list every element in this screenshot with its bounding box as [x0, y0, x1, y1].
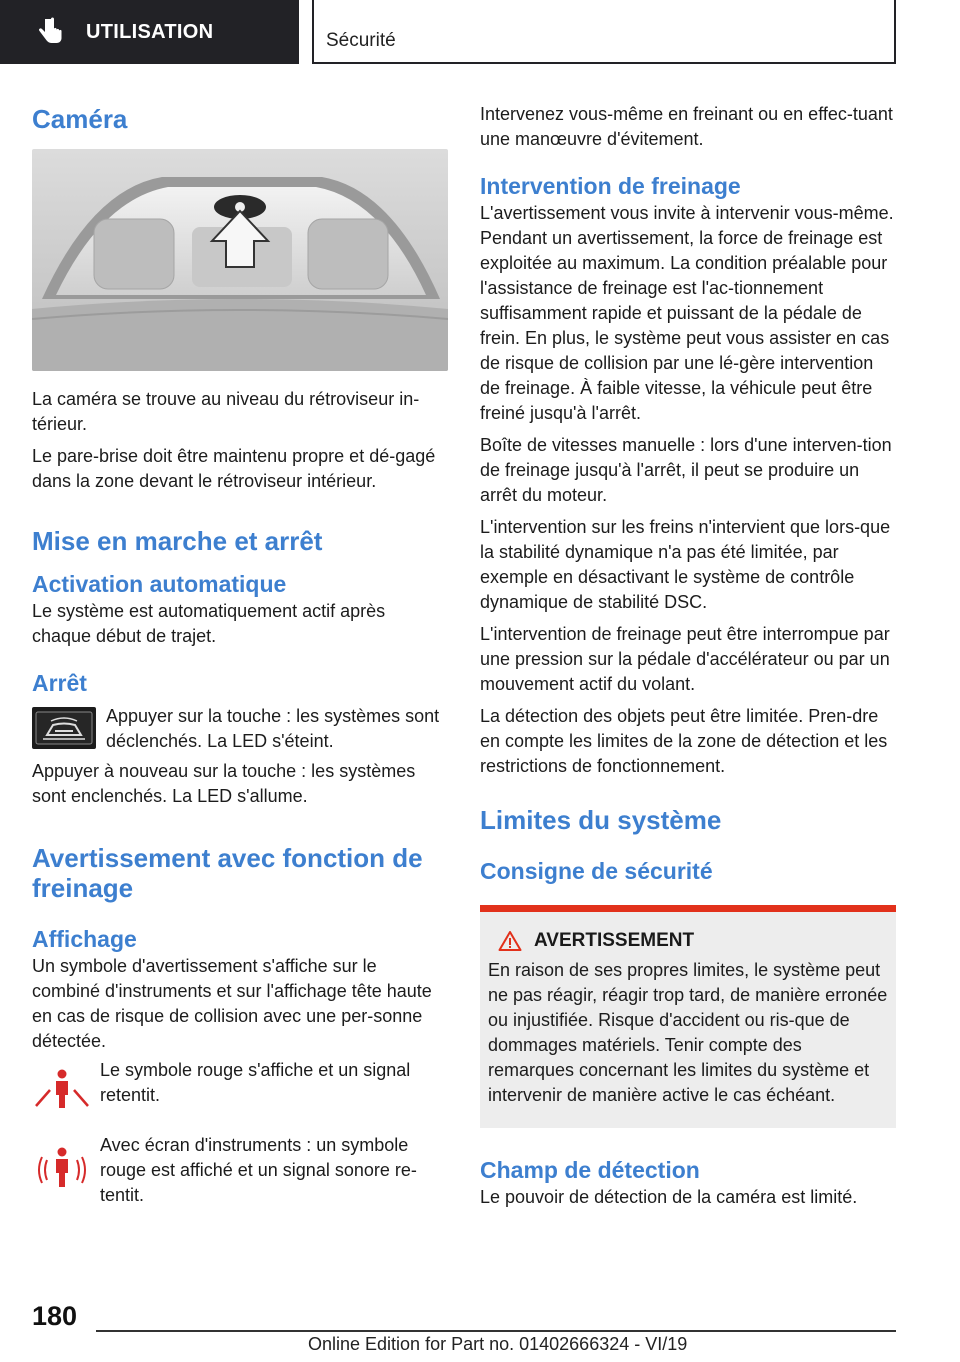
warning-box	[480, 905, 896, 1128]
hand-pointer-icon	[36, 17, 66, 47]
footer-divider	[96, 1330, 896, 1332]
safety-heading: Consigne de sécurité	[480, 858, 713, 884]
warning-brake-heading: Avertissement avec fonction de freinage	[32, 843, 423, 903]
display-paragraph: Un symbole d'avertissement s'affiche sur le combiné d'instruments et sur l'affichage tête haute en cas de risque de collision avec une per-sonne détectée.	[32, 956, 432, 1051]
page-number: 180	[32, 1301, 78, 1331]
auto-activation-paragraph: Le système est automatiquement actif après chaque début de trajet.	[32, 601, 386, 646]
car-assist-icon	[35, 711, 93, 745]
camera-paragraph-1: La caméra se trouve au niveau du rétroviseur in-térieur.	[32, 389, 420, 434]
edition-info: Online Edition for Part no. 01402666324 - VI/19	[308, 1334, 688, 1354]
detection-field-heading: Champ de détection	[480, 1157, 700, 1183]
system-limits-heading: Limites du système	[480, 805, 722, 835]
rear-window-camera-image	[32, 149, 448, 371]
symbol-2-text: Avec écran d'instruments : un symbole rouge est affiché et un signal sonore re-tentit.	[100, 1135, 417, 1205]
warning-triangle-icon	[498, 930, 522, 952]
stop-instruction	[32, 707, 448, 754]
display-heading: Affichage	[32, 926, 137, 952]
warning-header	[498, 930, 888, 952]
camera-heading: Caméra	[32, 104, 128, 134]
onoff-heading: Mise en marche et arrêt	[32, 526, 323, 556]
brake-paragraph-5: La détection des objets peut être limitée. Pren-dre en compte les limites de la zone de détection et les restrictions de fonctionnement.	[480, 706, 888, 776]
warning-title: AVERTISSEMENT	[534, 930, 695, 951]
camera-photo	[32, 149, 448, 371]
detection-field-paragraph: Le pouvoir de détection de la caméra est limité.	[480, 1187, 858, 1207]
brake-paragraph-1: L'avertissement vous invite à intervenir vous-même. Pendant un avertissement, la force de freinage est exploitée au maximum. La condition préalable pour l'assistance de freinage est l'ac-tionnement suffisamment rapide et puissant de la pédale de frein. En plus, le système peut vous assister en cas de risque de collision par une lé-gère intervention de freinage. À faible vitesse, la véhicule peut être freiné jusqu'à l'arrêt.	[480, 203, 894, 423]
section-title: UTILISATION	[86, 20, 214, 43]
page-header	[0, 0, 960, 66]
section-tab	[0, 0, 299, 64]
pedestrian-sound-icon	[32, 1138, 98, 1198]
brake-paragraph-4: L'intervention de freinage peut être interrompue par une pression sur la pédale d'accélérateur ou par un mouvement actif du volant.	[480, 624, 890, 694]
symbol-1-row	[32, 1062, 448, 1112]
camera-paragraph-2: Le pare-brise doit être maintenu propre et dé-gagé dans la zone devant le rétroviseur intérieur.	[32, 446, 436, 491]
right-column	[480, 96, 896, 1210]
symbol-2-row	[32, 1135, 448, 1208]
intervene-paragraph: Intervenez vous-même en freinant ou en effec-tuant une manœuvre d'évitement.	[480, 104, 893, 149]
brake-paragraph-3: L'intervention sur les freins n'intervient que lors-que la stabilité dynamique n'a pas été limitée, par exemple en désactivant le système de contrôle dynamique de stabilité DSC.	[480, 517, 891, 612]
auto-activation-heading: Activation automatique	[32, 571, 287, 597]
assistant-button-icon	[32, 707, 96, 749]
stop-heading: Arrêt	[32, 670, 87, 696]
stop-paragraph: Appuyer à nouveau sur la touche : les systèmes sont enclenchés. La LED s'allume.	[32, 761, 416, 806]
stop-icon-text: Appuyer sur la touche : les systèmes sont déclenchés. La LED s'éteint.	[106, 706, 440, 751]
left-column	[32, 96, 448, 1208]
symbol-1-text: Le symbole rouge s'affiche et un signal retentit.	[100, 1060, 411, 1105]
brake-intervention-heading: Intervention de freinage	[480, 173, 741, 199]
chapter-title: Sécurité	[326, 30, 396, 51]
warning-text: En raison de ses propres limites, le système peut ne pas réagir, réagir trop tard, de manière erronée ou injustifiée. Risque d'accident ou ris-que de dommages matériels. Tenir compte des remarques concernant les limites du système et intervenir de manière active le cas échéant.	[488, 960, 888, 1105]
chapter-tab	[312, 0, 896, 64]
brake-paragraph-2: Boîte de vitesses manuelle : lors d'une interven-tion de freinage jusqu'à l'arrêt, il peut se produire un arrêt du moteur.	[480, 435, 892, 505]
pedestrian-warning-icon	[32, 1062, 98, 1112]
